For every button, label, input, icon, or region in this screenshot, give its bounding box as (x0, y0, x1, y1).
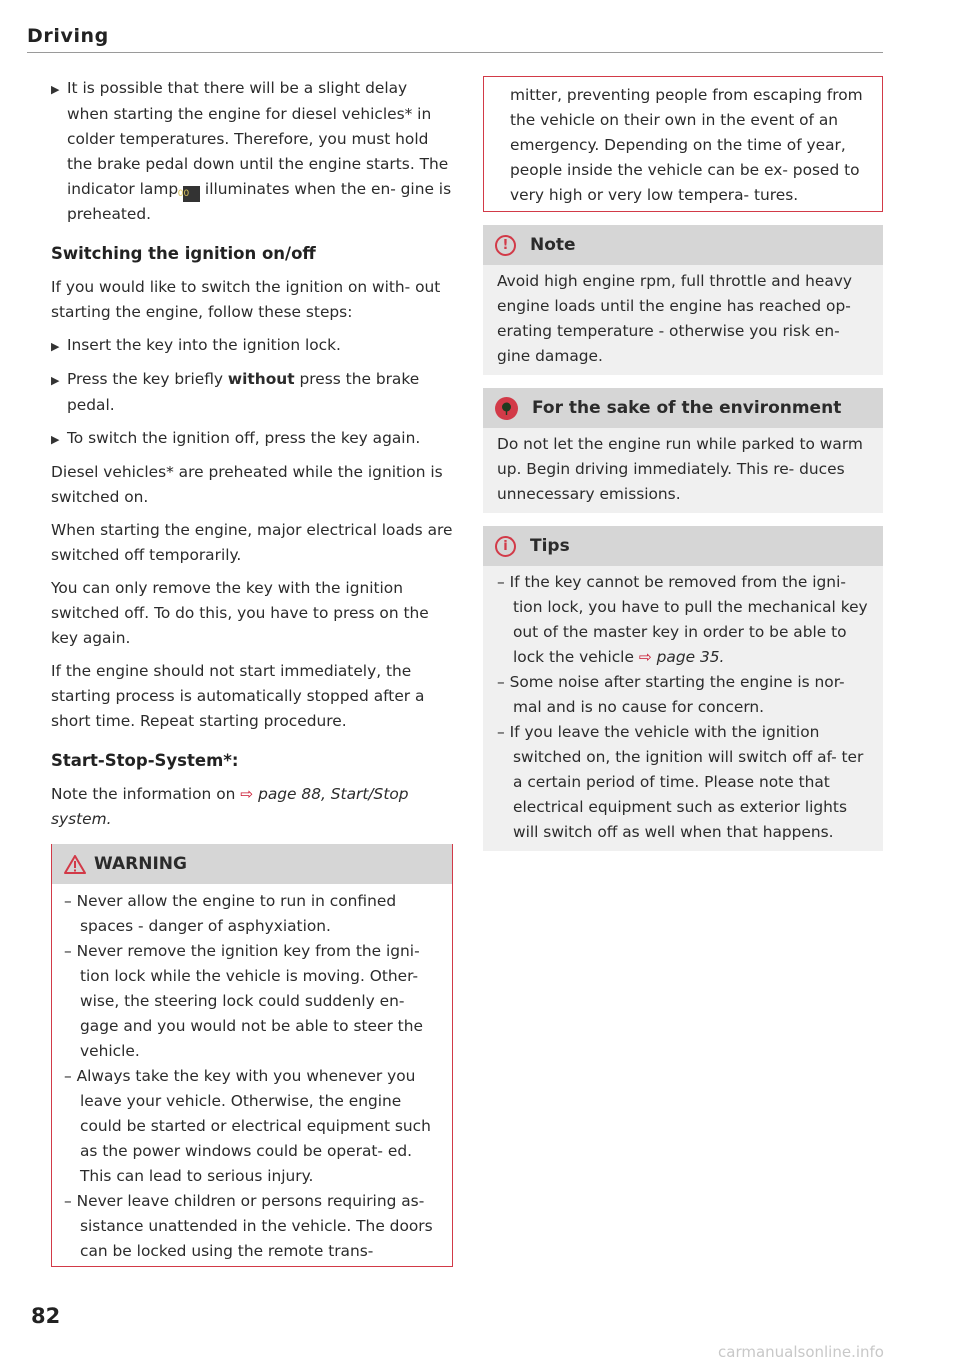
environment-icon (495, 397, 518, 420)
triangle-right-icon: ▶ (51, 374, 60, 387)
environment-body (483, 428, 883, 513)
section-title: Driving (27, 25, 109, 47)
para-remove: You can only remove the key with the ignition switched off. To do this, you have to press on the key again. (51, 579, 429, 647)
warning-box (51, 844, 453, 1267)
step-2-bold: without (227, 370, 295, 388)
header-divider (27, 52, 883, 53)
watermark: carmanualsonline.info (718, 1343, 884, 1361)
page-number: 82 (31, 1304, 61, 1328)
link-page-35[interactable]: page 35. (656, 648, 725, 666)
step-2-post: press the brake pedal. (67, 370, 420, 414)
warning-item: – Always take the key with you whenever you leave your vehicle. Otherwise, the engine could be started or electrical equipment such as the power windows could be operat- ed. This can lead to serious injury. (64, 1067, 431, 1185)
preheat-lamp-icon: 00 (183, 186, 200, 202)
note-text: Avoid high engine rpm, full throttle and heavy engine loads until the engine has reached op- erating temperature - otherwise you risk en- gine damage. (497, 272, 853, 365)
warning-box-continued (483, 76, 883, 212)
left-column (51, 76, 453, 1267)
para-loads: When starting the engine, major electrical loads are switched off temporarily. (51, 521, 453, 564)
step-1 (51, 333, 453, 359)
warning-item: – Never remove the ignition key from the igni- tion lock while the vehicle is moving. Other- wise, the steering lock could suddenly en- gage and you would not be able to steer the vehicle. (64, 942, 423, 1060)
step-2-pre: Press the key briefly (67, 370, 228, 388)
warning-continued-text: mitter, preventing people from escaping from the vehicle on their own in the event of an emergency. Depending on the time of year, people inside the vehicle can be ex- posed to very high or very low tempera- tures. (510, 86, 863, 204)
tips-header (483, 526, 883, 566)
step-2 (51, 367, 453, 418)
heading-ignition: Switching the ignition on/off (51, 244, 316, 263)
note-box (483, 225, 883, 375)
environment-header (483, 388, 883, 428)
warning-item: – Never leave children or persons requiring as- sistance unattended in the vehicle. The doors can be locked using the remote trans- (64, 1192, 433, 1260)
intro-bullet-tail: illuminates when the en- gine is preheated. (67, 180, 452, 223)
intro-bullet (51, 76, 453, 227)
step-1-text: Insert the key into the ignition lock. (67, 336, 341, 354)
triangle-right-icon: ▶ (51, 340, 60, 353)
right-column (483, 76, 883, 851)
para-diesel: Diesel vehicles* are preheated while the ignition is switched on. (51, 463, 443, 506)
note-title: Note (530, 234, 576, 255)
arrow-right-icon: ⇨ (638, 648, 652, 666)
tips-item: – Some noise after starting the engine is nor- mal and is no cause for concern. (497, 673, 845, 716)
tips-body (483, 566, 883, 851)
note-pre: Note the information on (51, 785, 241, 803)
warning-title: WARNING (94, 853, 187, 874)
para-ignition: If you would like to switch the ignition on with- out starting the engine, follow these steps: (51, 278, 441, 321)
tips-item: – If the key cannot be removed from the igni- tion lock, you have to pull the mechanical key out of the master key in order to be able to lock the vehicle ⇨ page 35. (497, 573, 868, 666)
triangle-right-icon: ▶ (51, 433, 60, 446)
environment-text: Do not let the engine run while parked to warm up. Begin driving immediately. This re- duces unnecessary emissions. (497, 435, 863, 503)
tips-box (483, 526, 883, 851)
environment-box (483, 388, 883, 513)
heading-startstop: Start-Stop-System*: (51, 751, 239, 770)
environment-title: For the sake of the environment (532, 397, 842, 418)
warning-item: – Never allow the engine to run in confined spaces - danger of asphyxiation. (64, 892, 397, 935)
tips-title: Tips (530, 535, 570, 556)
warning-triangle-icon (64, 855, 86, 874)
para-note-startstop (51, 782, 453, 832)
tips-item: – If you leave the vehicle with the ignition switched on, the ignition will switch off af- ter a certain period of time. Please note that electrical equipment such as exterior lights will switch off as well when that happens. (497, 723, 864, 841)
warning-header (52, 844, 452, 884)
warning-body (52, 884, 452, 1266)
intro-bullet-text: It is possible that there will be a slight delay when starting the engine for diesel vehicles* in colder temperatures. Therefore, you must hold the brake pedal down until the engine starts. The indicator lamp (67, 79, 449, 198)
info-circle-icon: i (495, 536, 516, 557)
triangle-right-icon: ▶ (51, 83, 60, 96)
step-3-text: To switch the ignition off, press the key again. (67, 429, 421, 447)
para-notstart: If the engine should not start immediately, the starting process is automatically stopped after a short time. Repeat starting procedure. (51, 662, 425, 730)
arrow-right-icon: ⇨ (240, 785, 254, 803)
step-3 (51, 426, 453, 452)
note-body (483, 265, 883, 375)
exclamation-circle-icon: ! (495, 235, 516, 256)
note-header (483, 225, 883, 265)
link-page-88[interactable]: page 88, Start/Stop system. (51, 785, 409, 828)
